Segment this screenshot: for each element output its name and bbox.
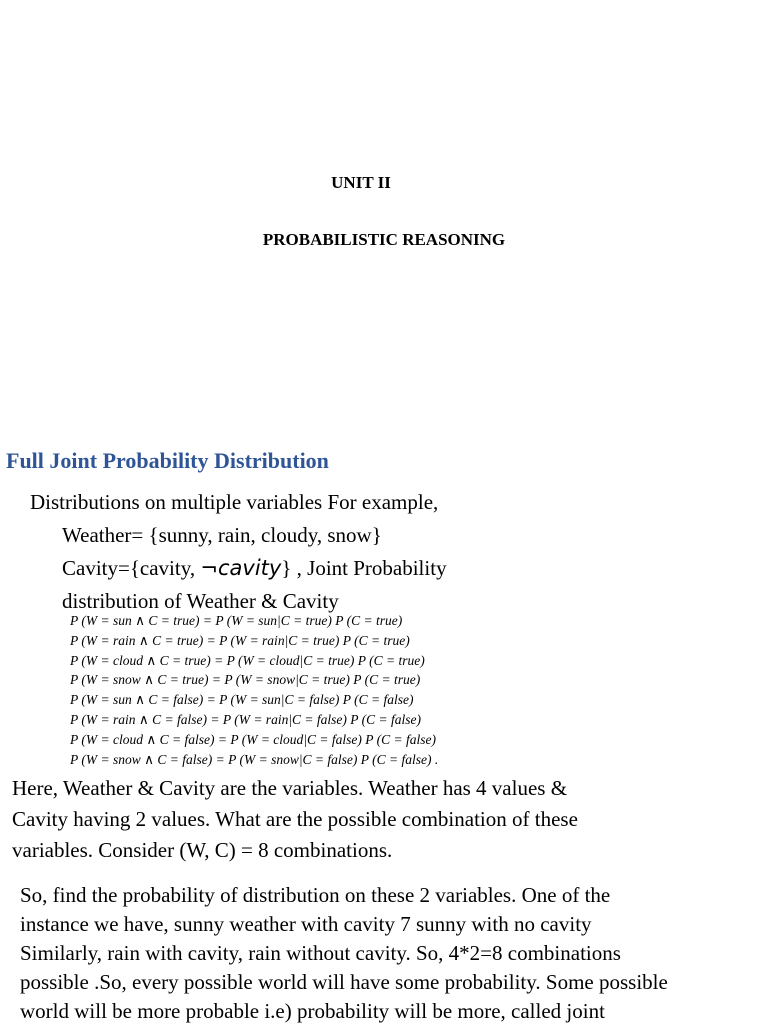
equation-block bbox=[70, 611, 438, 769]
section-heading: Full Joint Probability Distribution bbox=[6, 448, 329, 473]
document-title: PROBABILISTIC REASONING bbox=[262, 230, 506, 249]
unit-title: UNIT II bbox=[331, 173, 391, 192]
paragraph-line: Similarly, rain with cavity, rain without cavity. So, 4*2=8 combinations bbox=[20, 941, 621, 965]
paragraph-line: instance we have, sunny weather with cavity 7 sunny with no cavity bbox=[20, 912, 592, 936]
equation: P (W = cloud ∧ C = true) = P (W = cloud|C = true) P (C = true) bbox=[70, 652, 425, 668]
cavity-prefix: Cavity={cavity, bbox=[62, 556, 201, 580]
explanation-line: variables. Consider (W, C) = 8 combinations. bbox=[12, 838, 393, 862]
equation: P (W = snow ∧ C = false) = P (W = snow|C = false) P (C = false) . bbox=[70, 751, 439, 767]
intro-line: distribution of Weather & Cavity bbox=[62, 589, 339, 613]
explanation-line: Here, Weather & Cavity are the variables. Weather has 4 values & bbox=[12, 776, 568, 800]
equation: P (W = sun ∧ C = true) = P (W = sun|C = true) P (C = true) bbox=[70, 613, 403, 628]
paragraph-line: world will be more probable i.e) probability will be more, called joint bbox=[20, 999, 605, 1023]
not-cavity-math: ¬cavity bbox=[200, 556, 282, 580]
intro-line: Distributions on multiple variables For example, bbox=[30, 490, 439, 514]
equation: P (W = rain ∧ C = false) = P (W = rain|C = false) P (C = false) bbox=[70, 711, 421, 727]
equation: P (W = rain ∧ C = true) = P (W = rain|C = true) P (C = true) bbox=[70, 632, 410, 648]
equation: P (W = sun ∧ C = false) = P (W = sun|C = false) P (C = false) bbox=[70, 692, 414, 708]
equation: P (W = snow ∧ C = true) = P (W = snow|C = true) P (C = true) bbox=[70, 672, 421, 688]
explanation-line: Cavity having 2 values. What are the possible combination of these bbox=[12, 807, 578, 831]
cavity-definition bbox=[62, 552, 447, 585]
cavity-suffix: } , Joint Probability bbox=[281, 556, 447, 580]
paragraph-line: So, find the probability of distribution on these 2 variables. One of the bbox=[20, 883, 611, 907]
paragraph-line: possible .So, every possible world will have some probability. Some possible bbox=[20, 970, 668, 994]
weather-definition: Weather= {sunny, rain, cloudy, snow} bbox=[62, 523, 382, 547]
equation: P (W = cloud ∧ C = false) = P (W = cloud|C = false) P (C = false) bbox=[70, 731, 436, 747]
